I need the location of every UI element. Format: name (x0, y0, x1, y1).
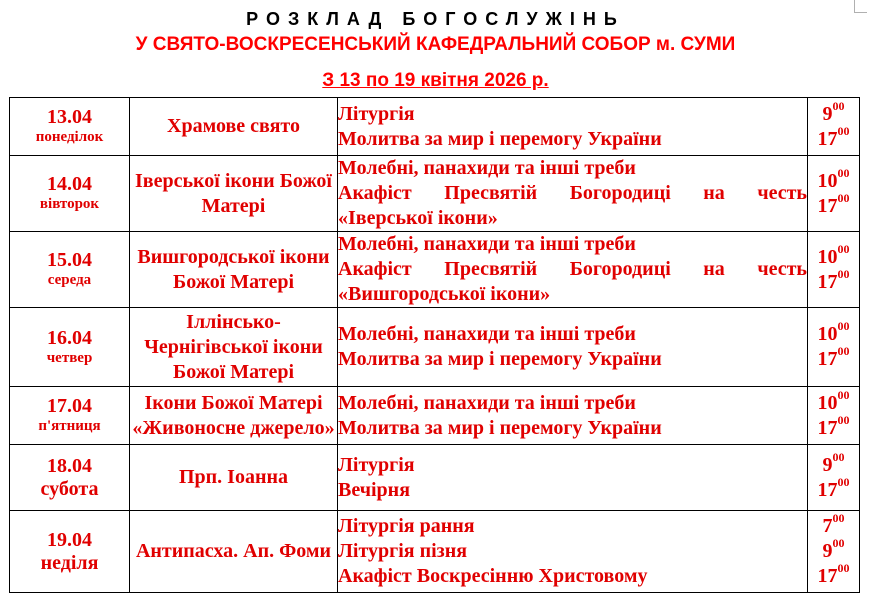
weekday: субота (40, 477, 99, 500)
service-item: Молитва за мир і перемогу України (338, 416, 662, 439)
service-item: Акафіст Пресвятій Богородиці на честь (338, 182, 807, 204)
service-time: $17^{00}$ (817, 561, 850, 587)
times-cell (808, 308, 860, 387)
services-cell (338, 387, 808, 445)
date: 18.04 (47, 454, 92, 477)
services-cell (338, 98, 808, 156)
schedule-row (10, 511, 860, 593)
service-time: $10^{00}$ (817, 241, 850, 268)
service-time: $17^{00}$ (817, 344, 850, 370)
service-item: Молебні, панахиди та інші треби (338, 157, 636, 179)
times-cell (808, 98, 860, 156)
service-item: Акафіст Воскресінню Христовому (338, 565, 648, 587)
schedule-row (10, 232, 860, 308)
service-time: $10^{00}$ (817, 387, 850, 414)
service-time: $17^{00}$ (817, 412, 850, 439)
service-time: $9^{00}$ (822, 98, 845, 125)
date-cell (10, 511, 130, 593)
feast-name: Вишгородської ікони Божої Матері (130, 232, 338, 308)
service-time: $7^{00}$ (822, 511, 845, 537)
date-cell (10, 232, 130, 308)
service-item: «Вишгородської ікони» (338, 283, 551, 305)
schedule-period (0, 70, 871, 92)
services-cell (338, 445, 808, 511)
service-time: $17^{00}$ (817, 123, 850, 150)
feast-name: Іверської ікони Божої Матері (130, 156, 338, 232)
service-time: $17^{00}$ (817, 190, 850, 217)
date-cell (10, 156, 130, 232)
service-item: Молитва за мир і перемогу України (338, 348, 662, 370)
service-time: $17^{00}$ (817, 474, 850, 501)
weekday: понеділок (35, 129, 104, 146)
weekday: вівторок (39, 196, 100, 213)
date-cell (10, 308, 130, 387)
services-cell (338, 156, 808, 232)
service-time: $9^{00}$ (822, 536, 845, 562)
times-cell (808, 387, 860, 445)
date: 16.04 (47, 326, 92, 349)
weekday: п'ятниця (38, 418, 101, 435)
schedule-row (10, 98, 860, 156)
service-item: Літургія пізня (338, 540, 468, 562)
services-cell (338, 511, 808, 593)
service-time: $9^{00}$ (822, 449, 845, 476)
date-cell (10, 387, 130, 445)
service-item: Молебні, панахиди та інші треби (338, 391, 636, 414)
weekday: четвер (46, 349, 93, 366)
date: 19.04 (47, 528, 92, 551)
times-cell (808, 232, 860, 308)
date-cell (10, 98, 130, 156)
service-item: Літургія рання (338, 515, 475, 537)
schedule-row (10, 387, 860, 445)
service-time: $10^{00}$ (817, 165, 850, 192)
service-item: Акафіст Пресвятій Богородиці на честь (338, 258, 807, 280)
services-cell (338, 308, 808, 387)
service-item: Молебні, панахиди та інші треби (338, 323, 636, 345)
feast-name: Ікони Божої Матері «Живоносне джерело» (130, 387, 338, 445)
service-item: Літургія (338, 102, 415, 125)
times-cell (808, 156, 860, 232)
schedule-title: РОЗКЛАД БОГОСЛУЖІНЬ (246, 9, 625, 29)
feast-name: Іллінсько-Чернігівської ікони Божої Матері (130, 308, 338, 387)
date-cell (10, 445, 130, 511)
service-item: «Іверської ікони» (338, 207, 498, 229)
feast-name: Антипасха. Ап. Фоми (130, 511, 338, 593)
times-cell (808, 445, 860, 511)
schedule-row (10, 308, 860, 387)
feast-name: Прп. Іоанна (130, 445, 338, 511)
service-item: Вечірня (338, 478, 411, 501)
weekday: неділя (40, 551, 99, 574)
service-item: Молитва за мир і перемогу України (338, 127, 662, 150)
service-item: Літургія (338, 453, 415, 476)
service-item: Молебні, панахиди та інші треби (338, 233, 636, 255)
schedule-table (9, 97, 860, 593)
cathedral-subtitle: У СВЯТО-ВОСКРЕСЕНСЬКИЙ КАФЕДРАЛЬНИЙ СОБОР м. СУМИ (135, 34, 736, 55)
date: 17.04 (47, 395, 92, 418)
date: 14.04 (47, 173, 92, 196)
date: 13.04 (47, 106, 92, 129)
feast-name: Храмове свято (130, 98, 338, 156)
period-text: З 13 по 19 квітня 2026 р. (322, 70, 549, 91)
weekday: середа (47, 272, 92, 289)
service-time: $10^{00}$ (817, 319, 850, 345)
service-time: $17^{00}$ (817, 266, 850, 293)
date: 15.04 (47, 249, 92, 272)
schedule-row (10, 445, 860, 511)
services-cell (338, 232, 808, 308)
schedule-row (10, 156, 860, 232)
times-cell (808, 511, 860, 593)
